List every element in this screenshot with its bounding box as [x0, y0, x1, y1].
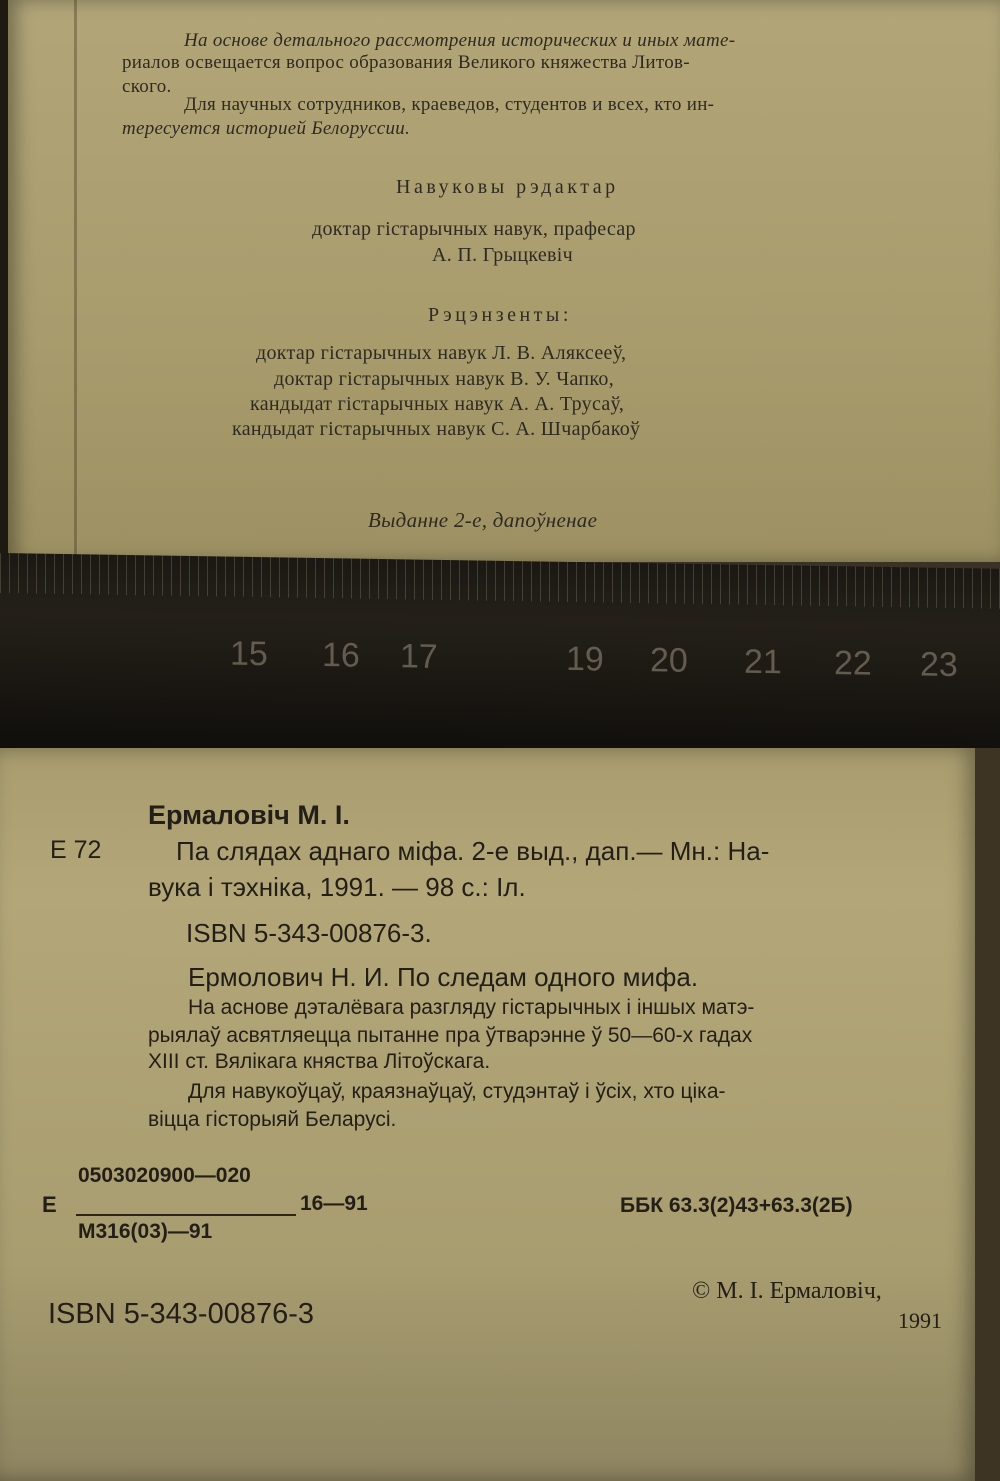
- ruler-number: 19: [566, 639, 604, 679]
- isbn-footer: ISBN 5-343-00876-3: [48, 1298, 314, 1330]
- abstract-line-3: XIII ст. Вялікага княства Літоўскага.: [148, 1050, 491, 1073]
- editor-name: А. П. Грыцкевіч: [432, 244, 573, 266]
- audience-line-1: Для навукоўцаў, краязнаўцаў, студэнтаў і ўсіх, хто ціка-: [188, 1080, 726, 1103]
- ruler-number: 16: [322, 636, 360, 675]
- audience-line-2: віцца гісторыяй Беларусі.: [148, 1108, 397, 1131]
- ruler-number: 17: [400, 637, 438, 676]
- abstract-line-2: рыялаў асвятляецца пытанне пра ўтварэнне ў 50—60-х гадах: [148, 1024, 753, 1047]
- metal-ruler: [0, 553, 1000, 767]
- classification-numerator: 0503020900—020: [78, 1164, 251, 1187]
- russian-title: Ермолович Н. И. По следам одного мифа.: [188, 962, 699, 992]
- ruler-number: 21: [744, 642, 782, 682]
- editor-title: доктар гістарычных навук, прафесар: [312, 218, 636, 240]
- reviewer-line: кандыдат гістарычных навук А. А. Трусаў,: [250, 393, 625, 415]
- copyright-year: 1991: [898, 1308, 942, 1333]
- copyright-notice: © М. І. Ермаловіч,: [692, 1278, 882, 1304]
- right-shadow: [975, 748, 1000, 1481]
- reviewer-line: кандыдат гістарычных навук С. А. Шчарбакоў: [232, 418, 641, 440]
- bbk-code: ББК 63.3(2)43+63.3(2Б): [620, 1194, 853, 1217]
- call-number: Е 72: [50, 836, 102, 864]
- editor-heading: Навуковы рэдактар: [396, 176, 619, 198]
- ruler-number: 20: [650, 641, 688, 680]
- annotation-ru-line-1: На основе детального рассмотрения исторических и иных мате-: [184, 30, 736, 51]
- classification-denominator: М316(03)—91: [78, 1220, 213, 1243]
- top-page: [8, 0, 1000, 562]
- classification-letter: Е: [42, 1192, 57, 1217]
- reviewers-heading: Рэцэнзенты:: [428, 304, 572, 326]
- audience-ru-line-1: Для научных сотрудников, краеведов, студентов и всех, кто ин-: [184, 94, 715, 115]
- reviewer-line: доктар гістарычных навук Л. В. Аляксееў,: [256, 342, 627, 364]
- fraction-line: [76, 1214, 296, 1216]
- reviewer-line: доктар гістарычных навук В. У. Чапко,: [274, 368, 615, 390]
- ruler-number: 15: [230, 634, 268, 674]
- annotation-ru-line-3: ского.: [122, 76, 172, 97]
- annotation-ru-line-2: риалов освещается вопрос образования Великого княжества Литов-: [122, 52, 690, 73]
- abstract-line-1: На аснове дэталёвага разгляду гістарычных і іншых матэ-: [188, 996, 755, 1019]
- title-line-2: вука і тэхніка, 1991. — 98 с.: Іл.: [148, 872, 526, 902]
- audience-ru-line-2: тересуется историей Белоруссии.: [122, 118, 411, 139]
- classification-suffix: 16—91: [300, 1192, 368, 1215]
- title-line-1: Па слядах аднаго міфа. 2-е выд., дап.— Мн.: На-: [176, 836, 770, 866]
- ruler-number: 23: [920, 645, 958, 685]
- isbn-main: ISBN 5-343-00876-3.: [186, 918, 432, 948]
- author-name: Ермаловіч М. І.: [148, 800, 350, 830]
- ruler-number: 22: [834, 644, 872, 683]
- edition-note: Выданне 2-е, дапоўненае: [368, 508, 598, 532]
- bottom-page: [0, 748, 978, 1481]
